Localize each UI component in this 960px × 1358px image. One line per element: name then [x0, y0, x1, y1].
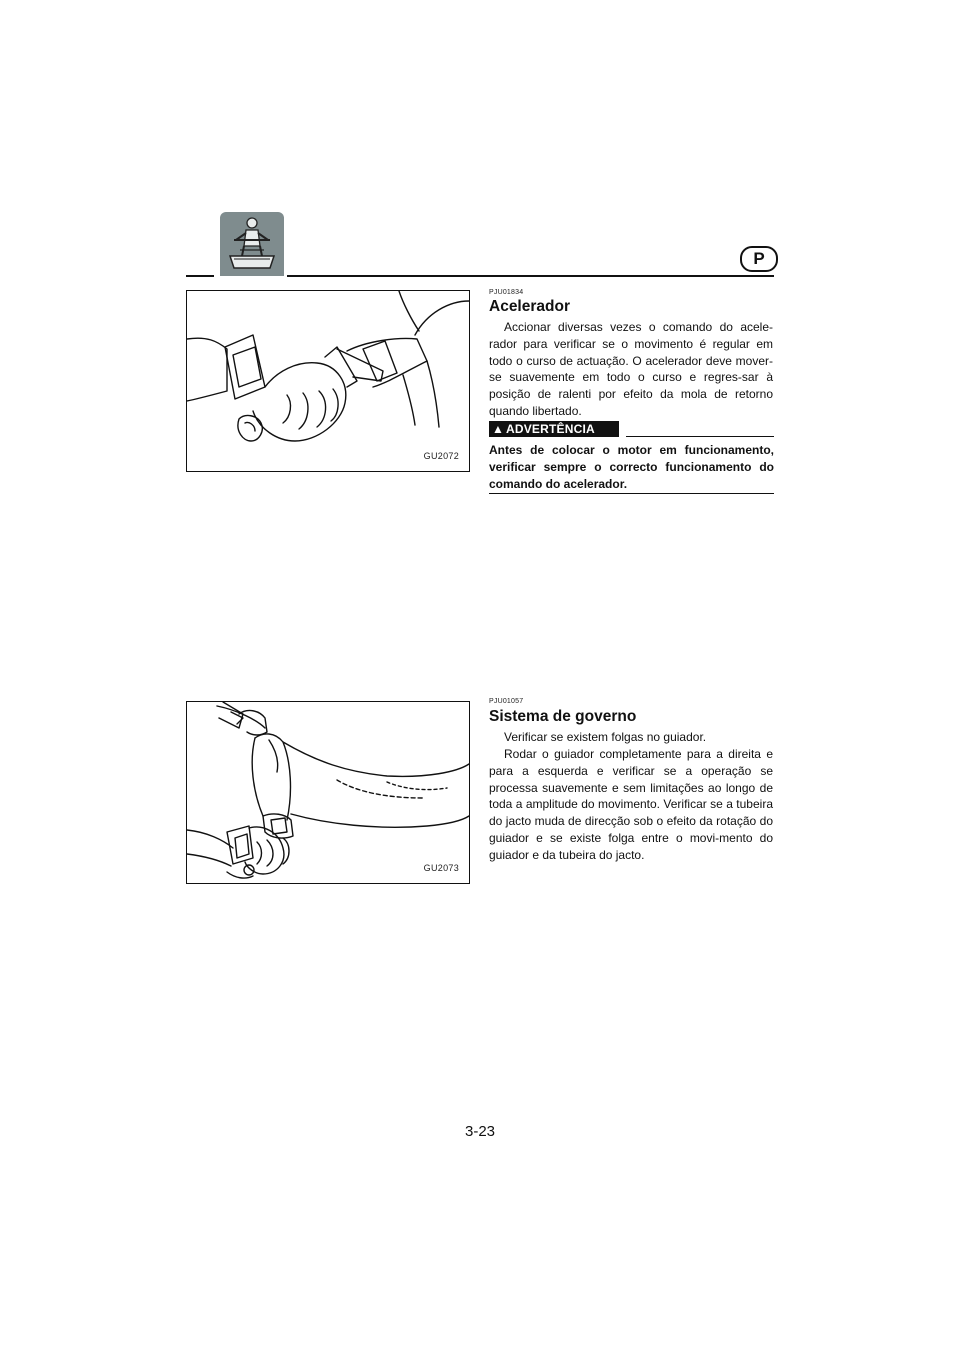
header-rule-right — [287, 275, 774, 277]
steering-hands-illustration — [187, 702, 469, 883]
throttle-hand-illustration — [187, 291, 469, 471]
warning-rule-top — [626, 436, 774, 437]
section-code: PJU01834 — [489, 289, 524, 296]
warning-label: ▲ ADVERTÊNCIA — [489, 421, 619, 437]
section-code: PJU01057 — [489, 698, 524, 705]
section-paragraph-2: Rodar o guiador completamente para a direita e para a esquerda e verificar se a operação se processa suavemente e sem limitações ao longo de toda a amplitude do movimento. Verificar se a tubeira do jacto muda de direcção sob o efeito da rotação do guiador e se existe folga entre o movi-mento do guiador e da tubeira do jacto. — [489, 747, 773, 862]
section-title: Acelerador — [489, 298, 570, 315]
figure-code: GU2072 — [423, 451, 459, 461]
personal-watercraft-rider-icon — [220, 212, 284, 276]
figure-code: GU2073 — [423, 863, 459, 873]
section-paragraph-1: Verificar se existem folgas no guiador. — [504, 730, 707, 744]
warning-triangle-icon: ▲ — [492, 422, 505, 436]
warning-rule-bottom — [489, 493, 774, 494]
header-rule-left — [186, 275, 214, 277]
steering-figure — [186, 701, 470, 884]
language-badge: P — [740, 246, 778, 272]
section-paragraph: Accionar diversas vezes o comando do acele-rador para verificar se o movimento é regular em todo o curso de actuação. O acelerador deve mover-se suavemente em todo o curso e regres-sar à posição de ralenti por efeito da mola de retorno quando libertado. — [489, 320, 773, 418]
warning-text: Antes de colocar o motor em funcionamento, verificar sempre o correcto funcionamento do comando do acelerador. — [489, 443, 774, 491]
section-title: Sistema de governo — [489, 708, 637, 725]
throttle-figure — [186, 290, 470, 472]
page-number: 3-23 — [464, 1123, 496, 1140]
